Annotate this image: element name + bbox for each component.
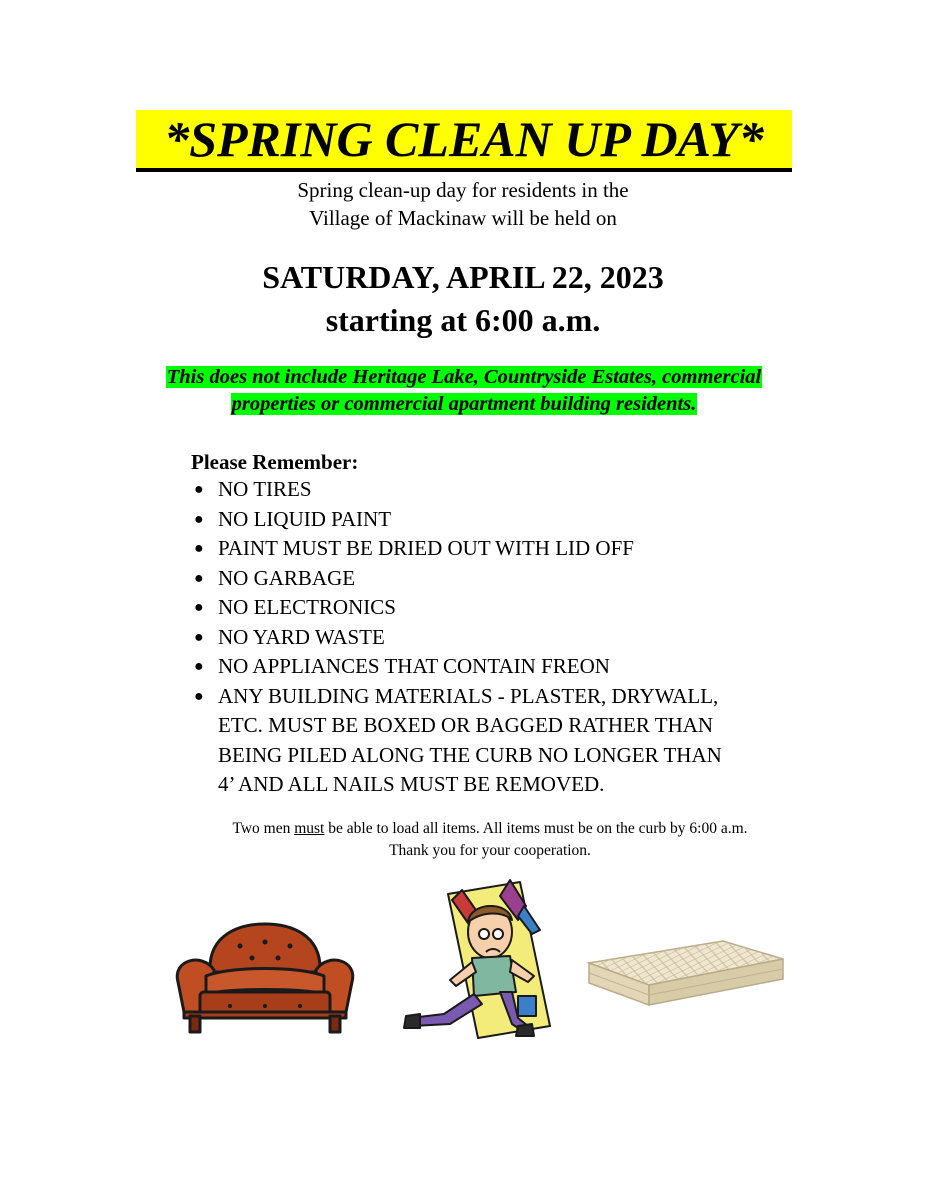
intro-line-2: Village of Mackinaw will be held on bbox=[309, 206, 617, 230]
exclusion-line-2: properties or commercial apartment building residents. bbox=[231, 393, 697, 415]
rule-item bbox=[191, 564, 831, 594]
bullet-icon: ● bbox=[194, 540, 204, 557]
rule-text: NO TIRES bbox=[218, 477, 312, 501]
bullet-icon: ● bbox=[194, 510, 204, 528]
mattress-illustration bbox=[583, 935, 788, 1015]
rule-text: NO LIQUID PAINT bbox=[218, 506, 392, 531]
rule-item bbox=[191, 593, 831, 623]
rule-item bbox=[191, 652, 831, 682]
bullet-icon: ● bbox=[194, 569, 204, 587]
intro-text bbox=[163, 176, 763, 232]
rule-item bbox=[191, 623, 831, 653]
bullet-icon: ● bbox=[194, 599, 204, 616]
footnote-text: be able to load all items. All items must be on the curb by 6:00 a.m. bbox=[324, 820, 748, 837]
bullet-icon: ● bbox=[194, 481, 204, 498]
rule-text: PAINT MUST BE DRIED OUT WITH LID OFF bbox=[218, 536, 634, 560]
rule-text: NO YARD WASTE bbox=[218, 624, 385, 649]
rule-text-line: ETC. MUST BE BOXED OR BAGGED RATHER THAN bbox=[218, 713, 714, 737]
event-start-time: starting at 6:00 a.m. bbox=[325, 302, 601, 338]
rule-text-line: 4’ AND ALL NAILS MUST BE REMOVED. bbox=[218, 772, 605, 796]
footnote-line-1 bbox=[150, 818, 830, 840]
rule-item bbox=[191, 505, 831, 535]
rule-text: NO APPLIANCES THAT CONTAIN FREON bbox=[218, 654, 610, 678]
overloaded-man-illustration bbox=[400, 876, 565, 1041]
rules-list bbox=[191, 475, 831, 800]
rule-item bbox=[191, 475, 831, 505]
footnote bbox=[150, 818, 830, 862]
exclusion-notice bbox=[108, 364, 820, 418]
rule-item bbox=[191, 534, 831, 564]
event-date: SATURDAY, APRIL 22, 2023 bbox=[262, 259, 664, 295]
remember-heading: Please Remember: bbox=[191, 450, 359, 474]
rule-text: NO ELECTRONICS bbox=[218, 595, 396, 619]
sofa-illustration bbox=[170, 912, 360, 1038]
bullet-icon: ● bbox=[194, 687, 204, 705]
footnote-emphasis: must bbox=[294, 820, 325, 837]
rule-text-line: BEING PILED ALONG THE CURB NO LONGER THAN bbox=[218, 742, 722, 767]
rule-text-line: ANY BUILDING MATERIALS - PLASTER, DRYWALL, bbox=[218, 683, 719, 708]
rule-text: NO GARBAGE bbox=[218, 565, 356, 590]
exclusion-line-1: This does not include Heritage Lake, Countryside Estates, commercial bbox=[166, 366, 762, 388]
rule-item bbox=[191, 682, 831, 800]
event-date-block bbox=[113, 256, 813, 342]
bullet-icon: ● bbox=[194, 658, 204, 675]
flyer-title: *SPRING CLEAN UP DAY* bbox=[136, 110, 792, 172]
bullet-icon: ● bbox=[194, 628, 204, 646]
intro-line-1: Spring clean-up day for residents in the bbox=[297, 178, 629, 202]
footnote-thanks: Thank you for your cooperation. bbox=[389, 842, 591, 859]
footnote-text: Two men bbox=[232, 820, 295, 837]
